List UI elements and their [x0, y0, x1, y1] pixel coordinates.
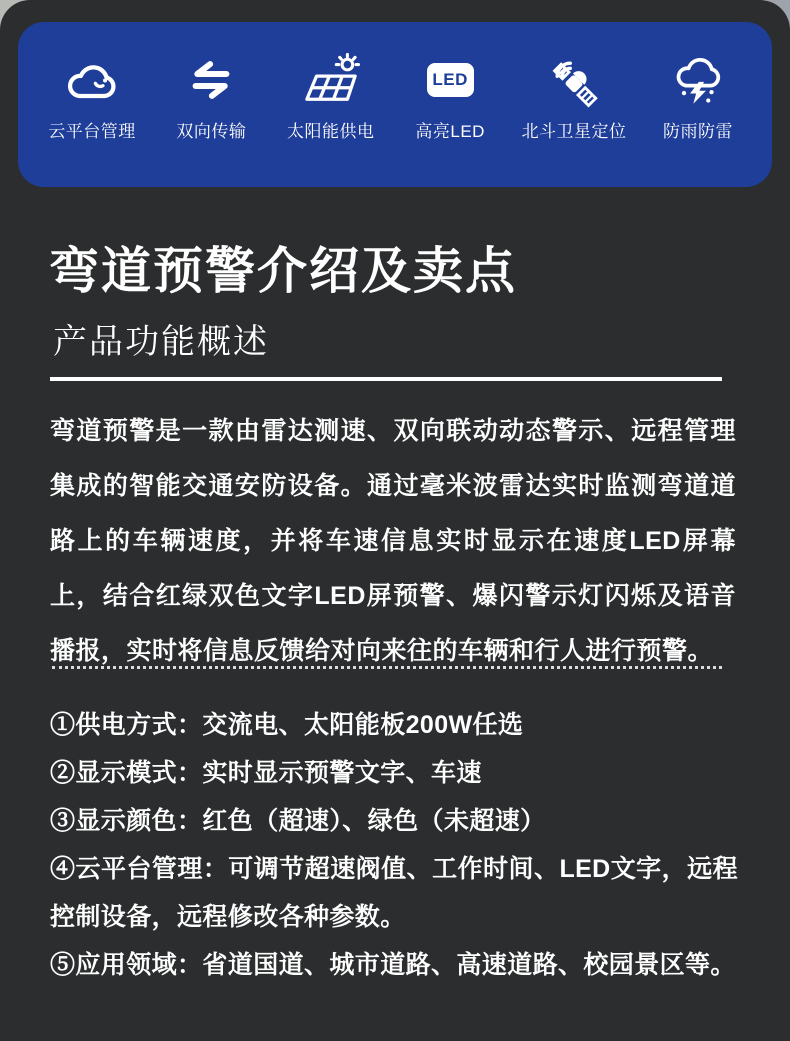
feature-item-power: ①供电方式：交流电、太阳能板200W任选: [50, 711, 524, 739]
feature-label: 防雨防雷: [662, 122, 733, 141]
feature-item-application: ⑤应用领域：省道国道、城市道路、高速道路、校园景区等。: [50, 951, 736, 979]
feature-list: [50, 701, 738, 989]
dotted-divider: [52, 666, 722, 669]
feature-label: 太阳能供电: [287, 122, 375, 141]
feature-solar-power: [283, 48, 379, 142]
feature-beidou-satellite: [522, 48, 627, 142]
led-badge-icon: [427, 48, 474, 112]
solar-power-icon: [298, 48, 364, 112]
feature-two-way-transfer: [163, 48, 259, 142]
feature-rain-lightning: [650, 48, 746, 142]
feature-label: 北斗卫星定位: [521, 122, 627, 141]
feature-label: 高亮LED: [415, 122, 485, 141]
rain-lightning-icon: [670, 48, 726, 112]
cloud-icon: [61, 48, 123, 112]
feature-item-cloud-management: ④云平台管理：可调节超速阀值、工作时间、LED文字，远程控制设备，远程修改各种参数。: [50, 855, 738, 931]
product-description: 弯道预警是一款由雷达测速、双向联动动态警示、远程管理集成的智能交通安防设备。通过毫米波雷达实时监测弯道道路上的车辆速度，并将车速信息实时显示在速度LED屏幕上，结合红绿双色文字LED屏预警、爆闪警示灯闪烁及语音播报，实时将信息反馈给对向来往的车辆和行人进行预警。: [50, 417, 736, 665]
feature-item-display-color: ③显示颜色：红色（超速）、绿色（未超速）: [50, 807, 546, 835]
feature-banner: [18, 22, 772, 187]
feature-label: 云平台管理: [48, 122, 136, 141]
underline-divider: [50, 377, 722, 381]
two-way-transfer-icon: [187, 48, 235, 112]
feature-cloud-platform: [44, 48, 140, 142]
led-badge-text: LED: [432, 70, 468, 89]
feature-label: 双向传输: [176, 122, 247, 141]
feature-bright-led: [402, 48, 498, 142]
section-subtitle: 产品功能概述: [53, 323, 269, 361]
satellite-icon: [546, 48, 602, 112]
feature-item-display-mode: ②显示模式：实时显示预警文字、车速: [50, 759, 482, 787]
page-title: 弯道预警介绍及卖点: [49, 243, 517, 299]
led-badge: [427, 63, 474, 97]
